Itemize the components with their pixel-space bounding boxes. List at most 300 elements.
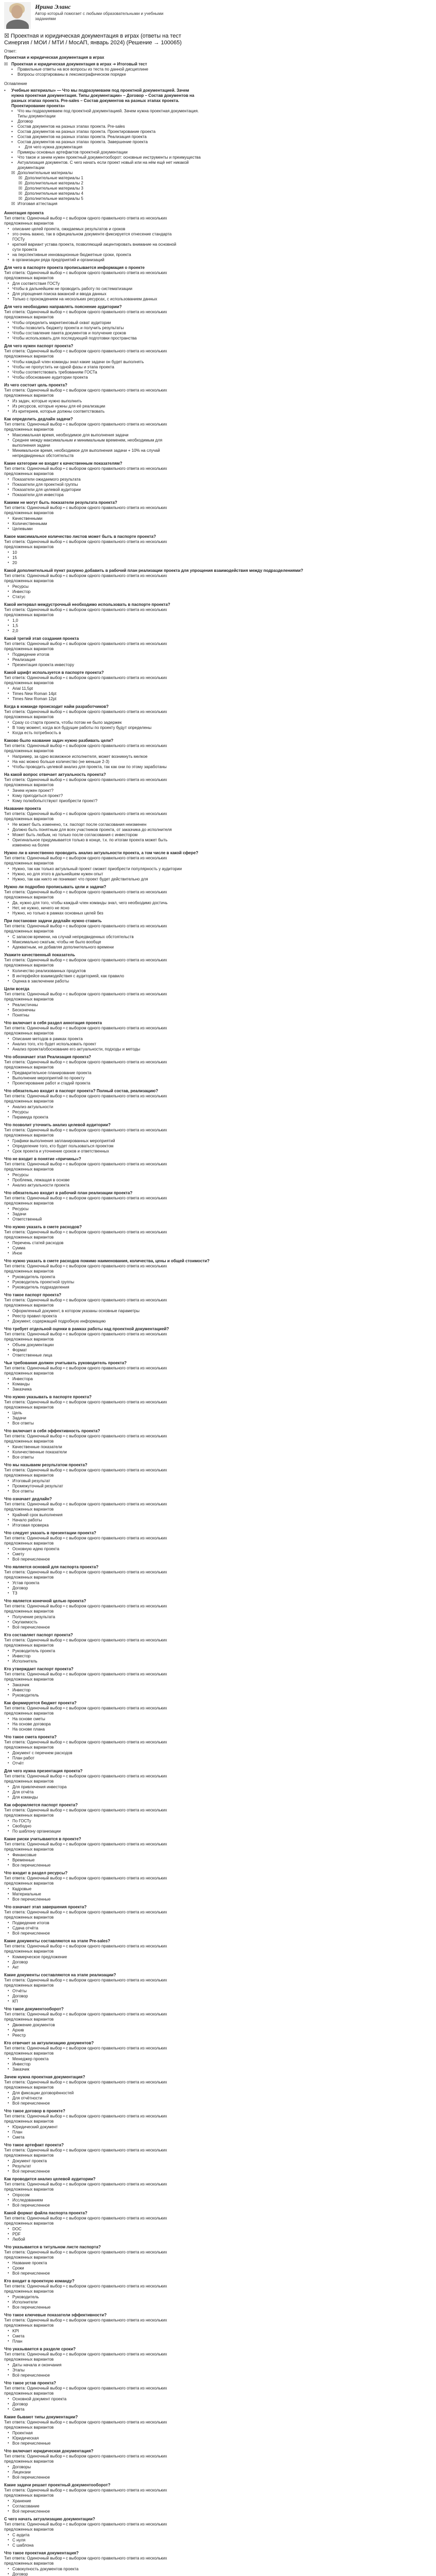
question-type: Тип ответа: Одиночный выбор • с выбором одного правильного ответа из нескольких предложенных вариантов (4, 890, 167, 900)
bullet-icon: • (8, 658, 9, 662)
bullet-icon: • (8, 2363, 9, 2367)
question-block (4, 806, 432, 848)
answer-option (4, 1139, 432, 1144)
answer-option (4, 1042, 432, 1047)
answer-option-label: Показатели для инвестора (12, 493, 64, 497)
question-title: Цели всегда (4, 987, 29, 991)
answer-option-label: ТЗ (12, 1591, 18, 1596)
bullet-icon: • (8, 1552, 9, 1556)
answer-option-label: Окупаемость (12, 1620, 38, 1624)
bullet-icon: • (8, 478, 9, 481)
bullet-icon: • (8, 292, 9, 296)
question-block (4, 383, 432, 414)
answer-option-label: Чтобы не пропустить ни одной фазы и этапа проекта (12, 365, 114, 369)
answer-option (4, 2339, 432, 2344)
answer-option (4, 1207, 432, 1212)
toc-item[interactable] (4, 129, 432, 134)
bullet-icon: • (8, 232, 9, 236)
answer-option-label: Кому пригодиться проект? (12, 793, 63, 798)
bullet-icon: • (8, 1722, 9, 1726)
question-type: Тип ответа: Одиночный выбор • с выбором одного правильного ответа из нескольких предложенных вариантов (4, 2386, 167, 2396)
question-title: Что такое документооборот? (4, 2007, 64, 2011)
question-title: Что следует указать в презентации проекта? (4, 1531, 96, 1535)
options-list (4, 477, 432, 498)
bullet-icon: • (8, 2170, 9, 2173)
question-title: Когда в команде происходит найм разработчиков? (4, 704, 109, 709)
bullet-icon: • (8, 1416, 9, 1420)
avatar[interactable] (4, 2, 31, 29)
answer-option-label: Из задач, которые нужно выполнить (12, 399, 82, 403)
question-type: Тип ответа: Одиночный выбор • с выбором одного правильного ответа из нескольких предложенных вариантов (4, 422, 167, 432)
bullet-icon: • (8, 2567, 9, 2571)
bullet-icon: • (8, 1620, 9, 1624)
answer-option-label: Объем документации (12, 1343, 54, 1347)
bullet-icon: • (8, 1241, 9, 1245)
question-type: Тип ответа: Одиночный выбор • с выбором одного правильного ответа из нескольких предложенных вариантов (4, 607, 167, 617)
toc-item[interactable] (4, 145, 432, 150)
answer-option-label: Проектная (12, 2431, 33, 2435)
answer-option-label: Этапы (12, 2368, 25, 2372)
toc-item[interactable] (4, 72, 432, 77)
answer-option (4, 1309, 432, 1314)
options-list (4, 2533, 432, 2548)
answer-option (4, 1693, 432, 1698)
question-type: Тип ответа: Одиночный выбор • с выбором одного правильного ответа из нескольких предложенных вариантов (4, 2284, 167, 2294)
question-title: Как проводится анализ целевой аудитории? (4, 2177, 96, 2181)
question-type: Тип ответа: Одиночный выбор • с выбором одного правильного ответа из нескольких предложенных вариантов (4, 1468, 167, 1478)
options-list (4, 1649, 432, 1664)
toc-item[interactable] (4, 140, 432, 145)
answer-option-label: Качественные показатели (12, 1445, 62, 1449)
bullet-icon: • (8, 2476, 9, 2479)
answer-option-label: Начало работы (12, 1518, 42, 1522)
answer-option (4, 1513, 432, 1518)
bullet-icon: • (11, 67, 13, 72)
answer-option (4, 1280, 432, 1285)
bullet-icon: • (8, 1717, 9, 1721)
answer-option-label: Кому полюбопытствуют приобрести проект? (12, 799, 98, 803)
answer-option-label: В интерфейсе взаимодействия с аудиторией, как правило (12, 974, 124, 978)
options-list (4, 618, 432, 634)
answer-option (4, 1445, 432, 1450)
answer-option-label: Нужно, так как только актуальный проект сможет приобрести популярность у аудитории (12, 867, 182, 871)
bullet-icon: • (8, 697, 9, 701)
toc-item[interactable] (4, 191, 432, 196)
toc-item[interactable] (4, 62, 432, 67)
toc-item[interactable] (4, 109, 432, 119)
question-block (4, 2313, 432, 2344)
bullet-icon: • (8, 872, 9, 876)
toc-item[interactable] (4, 196, 432, 201)
toc-item[interactable] (4, 150, 432, 155)
checkbox-icon: ☒ (19, 176, 23, 180)
question-type: Тип ответа: Одиночный выбор • с выбором одного правильного ответа из нескольких предложенных вариантов (4, 1196, 167, 1206)
answer-option (4, 1343, 432, 1348)
question-type: Тип ответа: Одиночный выбор • с выбором одного правильного ответа из нескольких предложенных вариантов (4, 709, 167, 719)
answer-option (4, 2436, 432, 2441)
bullet-icon: • (8, 2408, 9, 2411)
bullet-icon: • (8, 336, 9, 340)
toc-item-label: Состав документов на разных этапах проекта. Pre-sales (18, 124, 125, 129)
options-list (4, 1581, 432, 1596)
answer-option-label: Должно быть понятным для всех участников проекта, от заказчика до исполнителя (12, 827, 172, 832)
answer-option (4, 911, 432, 916)
answer-option-label: Адекватным, не добавляя дополнительного времени (12, 945, 114, 950)
bullet-icon: • (8, 828, 9, 832)
answer-option (4, 1387, 432, 1392)
question-type: Тип ответа: Одиночный выбор • с выбором одного правильного ответа из нескольких предложенных вариантов (4, 641, 167, 651)
bullet-icon: • (8, 590, 9, 594)
options-list (4, 360, 432, 380)
bullet-icon: • (8, 624, 9, 628)
bullet-icon: • (8, 2057, 9, 2061)
question-title: Что входит в раздел ресурсы? (4, 1871, 68, 1875)
options-list (4, 2329, 432, 2344)
bullet-icon: • (8, 2329, 9, 2333)
answer-option-label: на перспективные инновационные бюджетные сроки, проекта (12, 252, 131, 257)
options-list (4, 1683, 432, 1698)
bullet-icon: • (11, 140, 13, 144)
toc-item[interactable] (4, 181, 432, 186)
answer-option-label: Совокупность документов проекта (12, 2567, 79, 2571)
answer-option-label: Финансовые (12, 1853, 37, 1857)
answer-option (4, 2368, 432, 2373)
bullet-icon: • (8, 1377, 9, 1381)
question-title: Что такое артефакт проекта? (4, 2143, 64, 2147)
answer-option-label: Задачи (12, 1416, 26, 1420)
question-type: Тип ответа: Одиночный выбор • с выбором одного правильного ответа из нескольких предложенных вариантов (4, 310, 167, 319)
toc-item-label: Дополнительные материалы 3 (25, 186, 83, 191)
toc-item[interactable] (4, 124, 432, 129)
toc-item[interactable] (4, 176, 432, 181)
bullet-icon: • (11, 134, 13, 139)
bullet-icon: • (8, 2096, 9, 2100)
options-list (4, 1751, 432, 1766)
toc-item[interactable] (4, 134, 432, 140)
bullet-icon: • (8, 297, 9, 301)
bullet-icon: • (8, 1756, 9, 1760)
question-title: При постановке задачи дедлайн нужно ставить (4, 919, 102, 923)
answer-option-label: Показатели ожидаемого результата (12, 477, 81, 482)
answer-option (4, 1557, 432, 1562)
bullet-icon: • (8, 1280, 9, 1284)
bullet-icon: • (11, 129, 13, 134)
question-block (4, 987, 432, 1018)
answer-option-label: PDF (12, 2232, 21, 2236)
options-list (4, 901, 432, 916)
bullet-icon: • (8, 1989, 9, 1993)
answer-option (4, 589, 432, 595)
question-title: Что является конечной целью проекта? (4, 1599, 86, 1603)
answer-option (4, 2509, 432, 2514)
bullet-icon: • (8, 2431, 9, 2435)
bullet-icon: • (8, 243, 9, 246)
bullet-icon: • (8, 1897, 9, 1901)
answer-option (4, 754, 432, 759)
answer-option (4, 1183, 432, 1188)
bullet-icon: • (8, 911, 9, 915)
question-type: Тип ответа: Одиночный выбор • с выбором одного правильного ответа из нескольких предложенных вариантов (4, 1740, 167, 1750)
question-title: Что такое проектная документация? (4, 2551, 79, 2555)
answer-option (4, 1013, 432, 1018)
bullet-icon: • (8, 1688, 9, 1692)
answer-option-label: С шаблона (12, 2543, 34, 2548)
question-title: Какое максимальное количество листов может быть в паспорте проекта? (4, 534, 156, 539)
answer-option-label: Чтобы составление пакета документов и получение сроков (12, 331, 126, 335)
answer-option-label: Чтобы обоснование аудитории проекта (12, 375, 88, 380)
answer-option (4, 292, 432, 297)
answer-option-label: Целевыми (12, 527, 33, 531)
answer-option (4, 1926, 432, 1931)
answer-option-label: Пирамида проекта (12, 1115, 48, 1120)
answer-option-label: Описание методов в рамках проекта (12, 1037, 83, 1041)
bullet-icon: • (8, 2164, 9, 2168)
question-block (4, 1531, 432, 1562)
answer-option-label: Юридический документ (12, 2125, 58, 2129)
answer-option-label: Проектирование работ и стадий проекта (12, 1081, 91, 1086)
question-title: Как определить дедлайн задачи? (4, 417, 73, 421)
question-type: Тип ответа: Одиночный выбор • с выбором одного правильного ответа из нескольких предложенных вариантов (4, 811, 167, 821)
bullet-icon: • (8, 1285, 9, 1289)
options-list (4, 516, 432, 532)
toc-item[interactable] (4, 88, 432, 109)
bullet-icon: • (8, 1518, 9, 1522)
answer-option-label: Сразу со старта проекта, чтобы потом не было задержек (12, 720, 122, 725)
answer-option-label: Иное (12, 1251, 23, 1256)
question-type: Тип ответа: Одиночный выбор • с выбором одного правильного ответа из нескольких предложенных вариантов (4, 1536, 167, 1546)
answer-option (4, 1455, 432, 1460)
bullet-icon: • (8, 1921, 9, 1925)
answer-option (4, 2130, 432, 2135)
bullet-icon: • (8, 629, 9, 633)
options-list (4, 1921, 432, 1936)
answer-option (4, 1217, 432, 1222)
toc-item-label: Дополнительные материалы 4 (25, 191, 83, 196)
answer-option (4, 2193, 432, 2198)
answer-option-label: Times New Roman 12pt (12, 697, 57, 701)
answer-option-label: 1,5 (12, 623, 19, 628)
options-list (4, 935, 432, 950)
bullet-icon: • (8, 2238, 9, 2241)
answer-option (4, 731, 432, 736)
answer-option (4, 1037, 432, 1042)
answer-option (4, 1105, 432, 1110)
question-block (4, 602, 432, 634)
answer-option-label: Получение результата (12, 1615, 56, 1619)
bullet-icon: • (8, 2272, 9, 2275)
answer-option (4, 2261, 432, 2266)
toc-item[interactable] (4, 160, 432, 171)
question-type: Тип ответа: Одиночный выбор • с выбором одного правильного ответа из нескольких предложенных вариантов (4, 1094, 167, 1104)
bullet-icon: • (8, 2028, 9, 2032)
bullet-icon: • (8, 1887, 9, 1891)
answer-option-label: Для команды (12, 1795, 38, 1800)
answer-option-label: Юридическая (12, 2436, 39, 2441)
question-type: Тип ответа: Одиночный выбор • с выбором одного правильного ответа из нескольких предложенных вариантов (4, 958, 167, 968)
question-title: Что такое паспорт проекта? (4, 1293, 62, 1297)
bullet-icon: • (8, 2397, 9, 2401)
toc-item-label: Проектная и юридическая документация в играх ➔ Итоговый тест (11, 62, 147, 66)
answer-option-label: Согласование (12, 2504, 40, 2509)
answer-option-label: Свободно (12, 1824, 31, 1828)
options-list (4, 1139, 432, 1154)
bullet-icon: • (8, 1489, 9, 1493)
bullet-icon: • (8, 1173, 9, 1177)
question-block (4, 2007, 432, 2038)
answer-option-label: Отчёты (12, 1989, 27, 1993)
author-name[interactable]: Ирина Эланс (35, 3, 71, 10)
bullet-icon: • (8, 1853, 9, 1857)
question-title: Для чего необходимо направлять пояснение аудитории? (4, 304, 122, 309)
bullet-icon: • (8, 935, 9, 939)
answer-option (4, 2266, 432, 2271)
answer-option-label: Нет, не нужно, ничего не ясно (12, 906, 69, 910)
bullet-icon: • (8, 1110, 9, 1114)
bullet-icon: • (8, 760, 9, 764)
answer-option (4, 555, 432, 561)
answer-option-label: Для упрощения поиска вакансий и ввода данных (12, 292, 107, 296)
answer-option (4, 2198, 432, 2203)
bullet-icon: • (8, 561, 9, 565)
bullet-icon: • (8, 1484, 9, 1488)
answer-option (4, 833, 432, 838)
bullet-icon: • (8, 2261, 9, 2265)
bullet-icon: • (8, 1955, 9, 1959)
question-type: Тип ответа: Одиночный выбор • с выбором одного правильного ответа из нескольких предложенных вариантов (4, 2454, 167, 2464)
question-title: Кто отвечает за актуализацию документов? (4, 2041, 94, 2045)
bullet-icon: • (8, 1513, 9, 1517)
bullet-icon: • (8, 1047, 9, 1051)
answer-option (4, 1377, 432, 1382)
answer-option-label: Все ответы (12, 1455, 34, 1460)
bullet-icon: • (8, 2159, 9, 2163)
options-list (4, 1513, 432, 1528)
question-type: Тип ответа: Одиночный выбор • с выбором одного правильного ответа из нескольких предложенных вариантов (4, 1842, 167, 1852)
options-list (4, 1343, 432, 1358)
question-type: Тип ответа: Одиночный выбор • с выбором одного правильного ответа из нескольких предложенных вариантов (4, 2522, 167, 2532)
question-type: Тип ответа: Одиночный выбор • с выбором одного правильного ответа из нескольких предложенных вариантов (4, 573, 167, 583)
question-title: Для чего нужна презентация проекта? (4, 1769, 83, 1773)
bullet-icon: • (8, 326, 9, 330)
bullet-icon: • (8, 1960, 9, 1964)
toc-item-label: Состав документов на разных этапах проекта. Проектирование проекта (18, 129, 156, 134)
question-block (4, 636, 432, 668)
answer-option (4, 1785, 432, 1790)
answer-option-label: Всё перечисленное (12, 2203, 50, 2208)
checkbox-icon: ☒ (19, 186, 23, 191)
answer-option (4, 1411, 432, 1416)
question-type: Тип ответа: Одиночный выбор • с выбором одного правильного ответа из нескольких предложенных вариантов (4, 777, 167, 787)
answer-option-label: Исполнитель (12, 1659, 38, 1664)
answer-option (4, 1994, 432, 1999)
question-block (4, 344, 432, 380)
bullet-icon: • (8, 1314, 9, 1318)
answer-option (4, 1285, 432, 1290)
question-block (4, 704, 432, 736)
bullet-icon: • (8, 1343, 9, 1347)
avatar-face (11, 5, 23, 19)
question-title: Для чего нужен паспорт проекта? (4, 344, 74, 348)
options-list (4, 1615, 432, 1630)
answer-option (4, 1348, 432, 1353)
checkbox-icon: ☒ (11, 171, 15, 175)
bullet-icon: • (11, 119, 13, 124)
bullet-icon: • (8, 1654, 9, 1658)
question-block (4, 1021, 432, 1052)
bullet-icon: • (8, 1183, 9, 1187)
checkbox-icon: ☒ (4, 62, 8, 66)
answer-option-label: Все ответы (12, 1489, 34, 1494)
answer-option (4, 1110, 432, 1115)
options-list (4, 2295, 432, 2310)
bullet-icon: • (8, 823, 9, 826)
toc-item[interactable] (4, 186, 432, 191)
toc-list (4, 62, 432, 77)
bullet-icon: • (8, 556, 9, 560)
options-list (4, 1445, 432, 1460)
answer-option-label: Количество реализованных продуктов (12, 969, 86, 973)
bullet-icon: • (8, 1479, 9, 1483)
bullet-icon: • (8, 2227, 9, 2231)
answer-option-label: Основной документ проекта (12, 2397, 67, 2401)
toc-item[interactable] (4, 201, 432, 207)
bullet-icon: • (8, 483, 9, 486)
answer-option (4, 2431, 432, 2436)
answer-option (4, 1722, 432, 1727)
question-block (4, 670, 432, 702)
bullet-icon: • (8, 901, 9, 905)
question-block (4, 2245, 432, 2276)
answer-option (4, 320, 432, 326)
toc-item[interactable] (4, 67, 432, 72)
answer-option-label: Нужно, но для этого в дальнейшем нужен опыт (12, 872, 103, 876)
bullet-icon: • (8, 399, 9, 403)
answer-option (4, 2567, 432, 2572)
author-block (35, 2, 169, 22)
answer-option-label: Ресурсы (12, 1207, 29, 1211)
bullet-icon: • (8, 687, 9, 690)
toc-heading: Проектная и юридическая документация в играх (4, 55, 104, 60)
answer-option (4, 1625, 432, 1630)
bullet-icon: • (8, 1926, 9, 1930)
bullet-icon: • (8, 755, 9, 758)
answer-option-label: Всё перечисленное (12, 2509, 50, 2514)
toc-item[interactable] (4, 119, 432, 124)
toc-item[interactable] (4, 171, 432, 176)
answer-option (4, 561, 432, 566)
bullet-icon: • (8, 2306, 9, 2309)
question-block (4, 1225, 432, 1256)
answer-option (4, 365, 432, 370)
answer-option (4, 2023, 432, 2028)
question-title: Нужно ли подробно прописывать цели и задачи? (4, 885, 107, 889)
bullet-icon: • (8, 282, 9, 285)
toc-item-label: Состав документов на разных этапах проекта. Завершение проекта (18, 140, 148, 144)
answer-option (4, 1246, 432, 1251)
answer-option (4, 652, 432, 657)
bullet-icon: • (8, 258, 9, 262)
answer-option (4, 1955, 432, 1960)
answer-option (4, 2441, 432, 2446)
question-type: Тип ответа: Одиночный выбор • с выбором одного правильного ответа из нескольких предложенных вариантов (4, 539, 167, 549)
answer-option (4, 2232, 432, 2237)
answer-option-label: С запасом времени, на случай непредвиденных обстоятельств (12, 935, 134, 939)
toc-item[interactable] (4, 155, 432, 160)
bullet-icon: • (8, 527, 9, 531)
answer-option (4, 2470, 432, 2475)
answer-option-label: Все перечисленные (12, 1863, 51, 1868)
answer-option (4, 1581, 432, 1586)
